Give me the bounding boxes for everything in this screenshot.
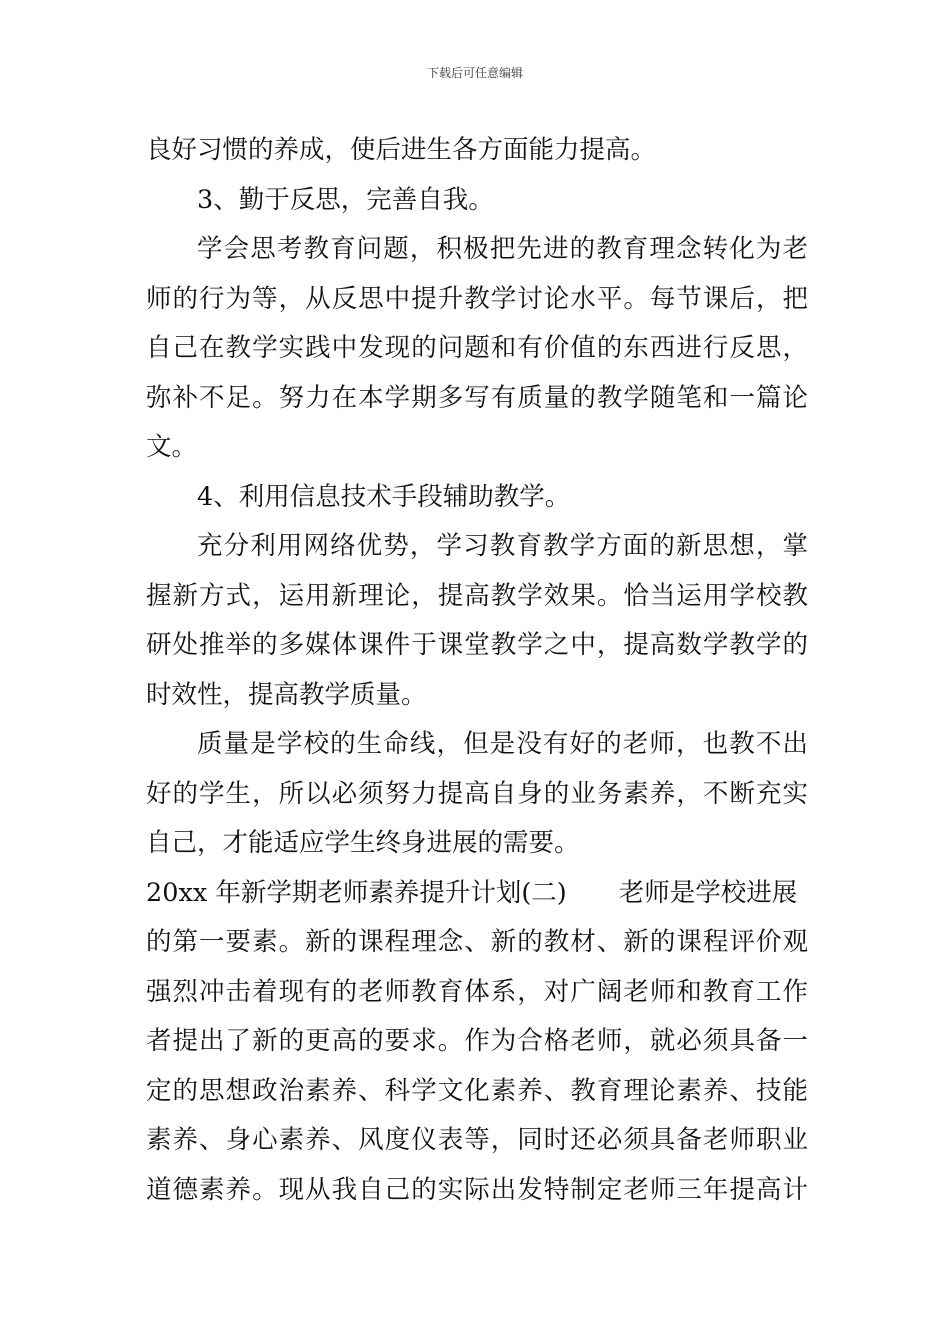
text-line: 好的学生，所以必须努力提高自身的业务素养，不断充实 bbox=[146, 778, 808, 809]
text-line: 定的思想政治素养、科学文化素养、教育理论素养、技能 bbox=[146, 1075, 808, 1106]
text-line: 良好习惯的养成，使后进生各方面能力提高。 bbox=[146, 135, 657, 165]
page-header: 下载后可任意编辑 bbox=[426, 66, 523, 80]
text-line: 握新方式，运用新理论，提高教学效果。恰当运用学校教 bbox=[146, 580, 808, 611]
text-line: 素养、身心素养、风度仪表等，同时还必须具备老师职业 bbox=[146, 1125, 808, 1155]
section-heading: 3、勤于反思，完善自我。 bbox=[197, 184, 494, 215]
text-line: 师的行为等，从反思中提升教学讨论水平。每节课后，把 bbox=[146, 283, 808, 314]
text-line: 弥补不足。努力在本学期多写有质量的教学随笔和一篇论 bbox=[146, 382, 808, 413]
text-line: 文。 bbox=[146, 432, 198, 462]
text-line: 时效性，提高教学质量。 bbox=[146, 679, 427, 710]
document-body bbox=[146, 126, 808, 1215]
text-line: 自己，才能适应学生终身进展的需要。 bbox=[146, 828, 580, 858]
text-line: 的第一要素。新的课程理念、新的教材、新的课程评价观 bbox=[146, 927, 808, 957]
text-line: 者提出了新的更高的要求。作为合格老师，就必须具备一 bbox=[146, 1026, 808, 1056]
text-line: 质量是学校的生命线，但是没有好的老师，也教不出 bbox=[197, 729, 808, 759]
text-line: 道德素养。现从我自己的实际出发特制定老师三年提高计 bbox=[146, 1174, 808, 1205]
text-line bbox=[146, 869, 808, 919]
text-segment: 老师是学校进展 bbox=[618, 877, 798, 908]
text-line: 研处推举的多媒体课件于课堂教学之中，提高数学教学的 bbox=[146, 630, 808, 660]
section-heading: 4、利用信息技术手段辅助教学。 bbox=[197, 481, 571, 512]
plan-title: 20xx 年新学期老师素养提升计划(二) bbox=[146, 877, 567, 908]
text-line: 强烈冲击着现有的老师教育体系，对广阔老师和教育工作 bbox=[146, 976, 808, 1007]
text-line: 学会思考教育问题，积极把先进的教育理念转化为老 bbox=[197, 234, 808, 264]
text-line: 自己在教学实践中发现的问题和有价值的东西进行反思， bbox=[146, 333, 808, 363]
text-line: 充分利用网络优势，学习教育教学方面的新思想，掌 bbox=[197, 531, 808, 561]
